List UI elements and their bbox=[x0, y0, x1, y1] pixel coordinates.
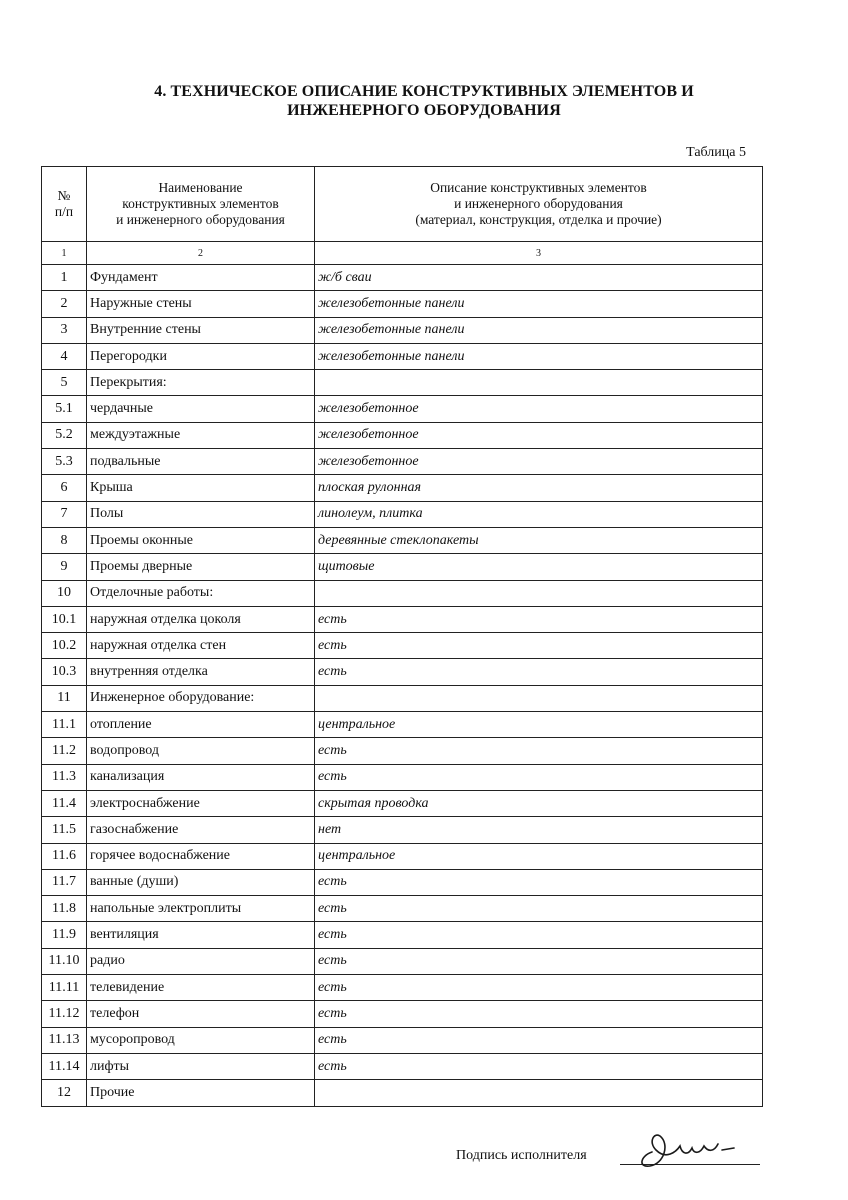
row-description: есть bbox=[315, 606, 763, 632]
row-description: нет bbox=[315, 817, 763, 843]
row-number: 5.3 bbox=[42, 449, 87, 475]
table-row bbox=[42, 527, 763, 553]
row-number: 7 bbox=[42, 501, 87, 527]
table-row bbox=[42, 975, 763, 1001]
row-name: канализация bbox=[87, 764, 315, 790]
table-row bbox=[42, 790, 763, 816]
row-description: железобетонные панели bbox=[315, 343, 763, 369]
row-name: Прочие bbox=[87, 1080, 315, 1106]
row-name: подвальные bbox=[87, 449, 315, 475]
row-number: 11.9 bbox=[42, 922, 87, 948]
row-name: наружная отделка стен bbox=[87, 633, 315, 659]
table-row bbox=[42, 370, 763, 396]
table-row bbox=[42, 396, 763, 422]
row-number: 10.2 bbox=[42, 633, 87, 659]
table-row bbox=[42, 501, 763, 527]
row-name: Перегородки bbox=[87, 343, 315, 369]
row-number: 12 bbox=[42, 1080, 87, 1106]
row-name: горячее водоснабжение bbox=[87, 843, 315, 869]
row-description: есть bbox=[315, 922, 763, 948]
table-row bbox=[42, 764, 763, 790]
table-row bbox=[42, 343, 763, 369]
title-line-2: ИНЖЕНЕРНОГО ОБОРУДОВАНИЯ bbox=[287, 102, 561, 119]
table-row bbox=[42, 712, 763, 738]
title-line-1: 4. ТЕХНИЧЕСКОЕ ОПИСАНИЕ КОНСТРУКТИВНЫХ ЭЛЕМЕНТОВ И bbox=[154, 83, 694, 100]
row-description bbox=[315, 1080, 763, 1106]
table-row bbox=[42, 580, 763, 606]
row-description bbox=[315, 370, 763, 396]
table-row bbox=[42, 817, 763, 843]
row-name: отопление bbox=[87, 712, 315, 738]
row-name: Внутренние стены bbox=[87, 317, 315, 343]
row-number: 11.5 bbox=[42, 817, 87, 843]
row-number: 4 bbox=[42, 343, 87, 369]
table-row bbox=[42, 606, 763, 632]
row-number: 5.1 bbox=[42, 396, 87, 422]
row-description: центральное bbox=[315, 712, 763, 738]
row-description bbox=[315, 685, 763, 711]
row-number: 11.13 bbox=[42, 1027, 87, 1053]
column-number: 3 bbox=[315, 242, 763, 265]
row-description: железобетонное bbox=[315, 422, 763, 448]
row-description: есть bbox=[315, 975, 763, 1001]
signature-label: Подпись исполнителя bbox=[456, 1148, 587, 1163]
document-title bbox=[0, 82, 848, 120]
row-number: 11 bbox=[42, 685, 87, 711]
row-number: 9 bbox=[42, 554, 87, 580]
row-description: есть bbox=[315, 764, 763, 790]
row-number: 11.8 bbox=[42, 896, 87, 922]
table-header-row bbox=[42, 167, 763, 242]
row-name: водопровод bbox=[87, 738, 315, 764]
row-description: щитовые bbox=[315, 554, 763, 580]
row-number: 11.6 bbox=[42, 843, 87, 869]
row-number: 11.3 bbox=[42, 764, 87, 790]
row-name: Крыша bbox=[87, 475, 315, 501]
row-name: Фундамент bbox=[87, 265, 315, 291]
row-name: газоснабжение bbox=[87, 817, 315, 843]
table-row bbox=[42, 475, 763, 501]
row-description: центральное bbox=[315, 843, 763, 869]
header-number: № п/п bbox=[42, 167, 87, 242]
table-row bbox=[42, 869, 763, 895]
row-number: 2 bbox=[42, 291, 87, 317]
row-number: 11.7 bbox=[42, 869, 87, 895]
table-row bbox=[42, 1053, 763, 1079]
row-description: железобетонное bbox=[315, 449, 763, 475]
row-number: 11.1 bbox=[42, 712, 87, 738]
row-description: плоская рулонная bbox=[315, 475, 763, 501]
table-row bbox=[42, 1001, 763, 1027]
row-description: есть bbox=[315, 869, 763, 895]
row-number: 11.14 bbox=[42, 1053, 87, 1079]
row-name: наружная отделка цоколя bbox=[87, 606, 315, 632]
row-description: есть bbox=[315, 948, 763, 974]
table-row bbox=[42, 843, 763, 869]
row-name: Наружные стены bbox=[87, 291, 315, 317]
row-number: 6 bbox=[42, 475, 87, 501]
table-row bbox=[42, 449, 763, 475]
table-row bbox=[42, 738, 763, 764]
row-description: линолеум, плитка bbox=[315, 501, 763, 527]
row-name: Полы bbox=[87, 501, 315, 527]
row-name: вентиляция bbox=[87, 922, 315, 948]
row-number: 11.2 bbox=[42, 738, 87, 764]
table-row bbox=[42, 896, 763, 922]
row-name: телевидение bbox=[87, 975, 315, 1001]
table-caption: Таблица 5 bbox=[686, 145, 746, 160]
row-name: Проемы оконные bbox=[87, 527, 315, 553]
row-name: телефон bbox=[87, 1001, 315, 1027]
row-description: есть bbox=[315, 633, 763, 659]
row-name: Проемы дверные bbox=[87, 554, 315, 580]
row-number: 11.12 bbox=[42, 1001, 87, 1027]
table-row bbox=[42, 554, 763, 580]
row-number: 10 bbox=[42, 580, 87, 606]
row-description: железобетонное bbox=[315, 396, 763, 422]
row-number: 10.1 bbox=[42, 606, 87, 632]
signature-mark bbox=[630, 1122, 740, 1172]
row-name: Отделочные работы: bbox=[87, 580, 315, 606]
row-description: деревянные стеклопакеты bbox=[315, 527, 763, 553]
row-number: 11.4 bbox=[42, 790, 87, 816]
table-row bbox=[42, 922, 763, 948]
row-number: 8 bbox=[42, 527, 87, 553]
row-description: есть bbox=[315, 896, 763, 922]
row-name: электроснабжение bbox=[87, 790, 315, 816]
row-description: ж/б сваи bbox=[315, 265, 763, 291]
row-name: междуэтажные bbox=[87, 422, 315, 448]
row-description: есть bbox=[315, 738, 763, 764]
row-number: 10.3 bbox=[42, 659, 87, 685]
table-row bbox=[42, 422, 763, 448]
row-description: железобетонные панели bbox=[315, 291, 763, 317]
row-name: радио bbox=[87, 948, 315, 974]
table-row bbox=[42, 317, 763, 343]
row-name: лифты bbox=[87, 1053, 315, 1079]
row-description: скрытая проводка bbox=[315, 790, 763, 816]
column-number-row bbox=[42, 242, 763, 265]
table-row bbox=[42, 1027, 763, 1053]
table-row bbox=[42, 948, 763, 974]
row-description: есть bbox=[315, 659, 763, 685]
table-row bbox=[42, 659, 763, 685]
column-number: 1 bbox=[42, 242, 87, 265]
row-number: 11.10 bbox=[42, 948, 87, 974]
row-description bbox=[315, 580, 763, 606]
row-name: Инженерное оборудование: bbox=[87, 685, 315, 711]
row-description: есть bbox=[315, 1001, 763, 1027]
row-number: 3 bbox=[42, 317, 87, 343]
row-name: мусоропровод bbox=[87, 1027, 315, 1053]
row-number: 5 bbox=[42, 370, 87, 396]
table-row bbox=[42, 291, 763, 317]
column-number: 2 bbox=[87, 242, 315, 265]
row-name: ванные (души) bbox=[87, 869, 315, 895]
table-row bbox=[42, 685, 763, 711]
row-description: железобетонные панели bbox=[315, 317, 763, 343]
row-number: 1 bbox=[42, 265, 87, 291]
row-name: чердачные bbox=[87, 396, 315, 422]
row-number: 5.2 bbox=[42, 422, 87, 448]
row-name: внутренняя отделка bbox=[87, 659, 315, 685]
table-row bbox=[42, 265, 763, 291]
row-name: Перекрытия: bbox=[87, 370, 315, 396]
header-description: Описание конструктивных элементов и инженерного оборудования (материал, конструкция, отделка и прочие) bbox=[315, 167, 763, 242]
row-number: 11.11 bbox=[42, 975, 87, 1001]
elements-table bbox=[41, 166, 763, 1107]
header-name: Наименование конструктивных элементов и инженерного оборудования bbox=[87, 167, 315, 242]
row-name: напольные электроплиты bbox=[87, 896, 315, 922]
row-description: есть bbox=[315, 1027, 763, 1053]
row-description: есть bbox=[315, 1053, 763, 1079]
table-row bbox=[42, 1080, 763, 1106]
table-row bbox=[42, 633, 763, 659]
